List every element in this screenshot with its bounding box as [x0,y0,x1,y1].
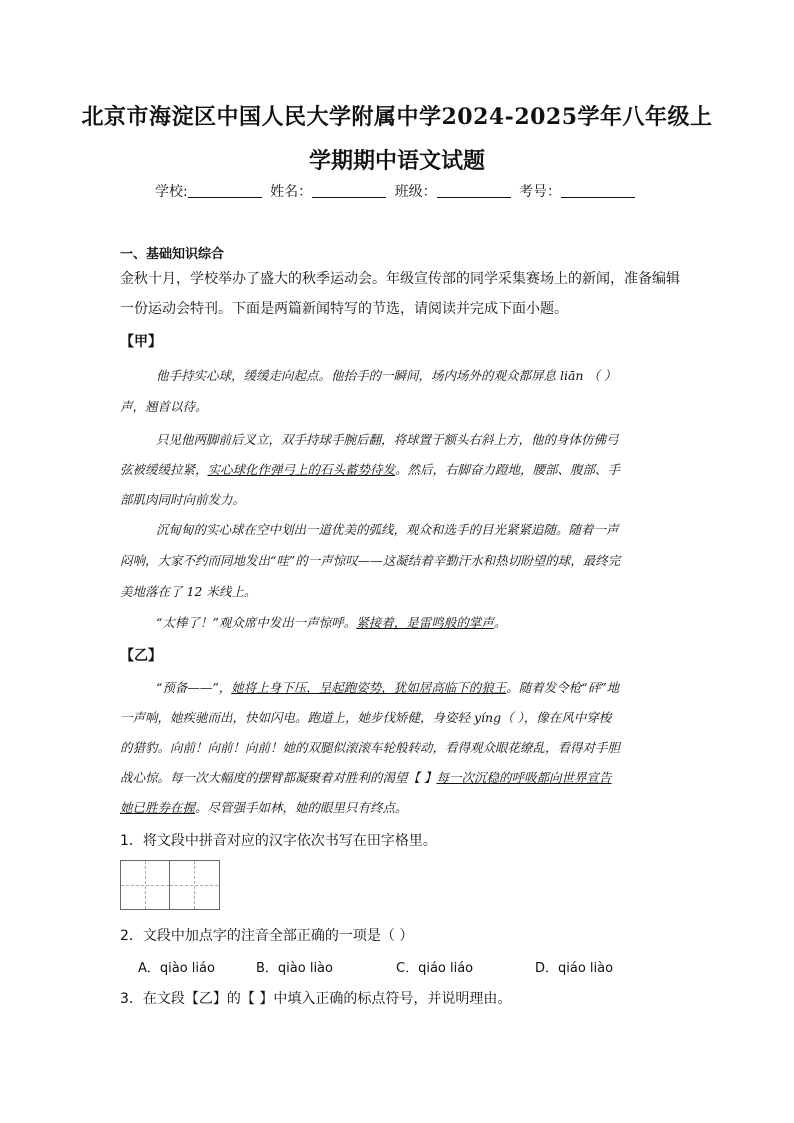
passage-line: 只见他两脚前后叉立，双手持球手腕后翻，将球置于额头右斜上方，他的身体仿佛弓 [156,432,619,447]
number-blank[interactable] [561,183,635,198]
class-blank[interactable] [437,183,511,198]
passage-line: 的猎豹。向前！向前！向前！她的双腿似滚滚车轮般转动，看得观众眼花缭乱，看得对手胆 [120,740,621,755]
passage-line: 美地落在了 12 米线上。 [120,584,257,599]
student-info-row [0,181,794,201]
intro-line: 金秋十月，学校举办了盛大的秋季运动会。年级宣传部的同学采集赛场上的新闻，准备编辑 [120,271,680,287]
underlined-sentence: 实心球化作弹弓上的石头蓄势待发 [207,462,396,477]
grid-guide [170,885,218,886]
tianzi-grid[interactable] [120,860,220,910]
question-2: 2．文段中加点字的注音全部正确的一项是（ ） [120,928,414,944]
passage-line: 声，翘首以待。 [120,399,208,414]
option-c[interactable]: C．qiáo liáo [396,961,474,976]
option-a[interactable]: A．qiào liáo [138,961,215,976]
underlined-sentence: 紧接着，是雷鸣般的掌声 [356,615,494,630]
passage-line [156,613,506,631]
text-span: 。 [493,615,507,630]
passage-line: 一声响，她疾驰而出，快如闪电。跑道上，她步伐矫健，身姿轻 yíng（ ），像在风中穿梭 [120,710,612,725]
question-1: 1．将文段中拼音对应的汉字依次书写在田字格里。 [120,833,437,849]
underlined-sentence: 她已胜券在握 [120,800,196,815]
exam-title-line2: 学期期中语文试题 [308,148,485,174]
grid-cell[interactable] [121,861,170,909]
passage-line [120,798,408,816]
text-span: “太棒了！”观众席中发出一声惊呼。 [156,615,357,630]
text-span: “预备——”， [156,680,232,695]
section-heading: 一、基础知识综合 [120,247,225,262]
grid-guide [121,885,169,886]
class-label: 班级： [394,184,437,200]
underlined-sentence: 她将上身下压，呈起跑姿势，犹如居高临下的狼王 [231,680,507,695]
number-label: 考号： [519,184,562,200]
underlined-sentence: 每一次沉稳的呼吸都向世界宣告 [436,770,612,785]
passage-line [120,768,612,786]
passage-b-label: 【乙】 [120,648,162,664]
option-b[interactable]: B．qiào liào [256,961,333,976]
passage-line: 闷响，大家不约而同地发出“哇”的一声惊叹——这凝结着辛勤汗水和热切盼望的球，最终完 [120,553,621,568]
text-span: 弦被缓缓拉紧， [120,462,208,477]
grid-cell[interactable] [170,861,218,909]
text-span: 。尽管强手如林，她的眼里只有终点。 [195,800,408,815]
intro-line: 一份运动会特刊。下面是两篇新闻特写的节选，请阅读并完成下面小题。 [120,301,568,317]
passage-a-label: 【甲】 [120,334,162,350]
option-d[interactable]: D．qiáo liào [535,961,614,976]
text-span: 。然后，右脚奋力蹬地，腰部、腹部、手 [395,462,621,477]
name-blank[interactable] [312,183,386,198]
passage-line [156,678,619,696]
passage-line: 部肌肉同时向前发力。 [120,492,246,507]
school-label: 学校: [154,184,188,200]
question-3: 3．在文段【乙】的【 】中填入正确的标点符号，并说明理由。 [120,991,512,1007]
passage-line: 沉甸甸的实心球在空中划出一道优美的弧线，观众和选手的目光紧紧追随。随着一声 [156,522,619,537]
exam-title-line1: 北京市海淀区中国人民大学附属中学2024-2025学年八年级上 [81,104,713,130]
school-blank[interactable] [188,183,262,198]
name-label: 姓名： [270,184,313,200]
text-span: 。随着发令枪“砰”地 [506,680,620,695]
text-span: 战心惊。每一次大幅度的摆臂都凝聚着对胜利的渴望【 】 [120,770,437,785]
passage-line: 他手持实心球，缓缓走向起点。他抬手的一瞬间，场内场外的观众都屏息 liān （ ） [156,368,617,383]
passage-line [120,460,620,478]
